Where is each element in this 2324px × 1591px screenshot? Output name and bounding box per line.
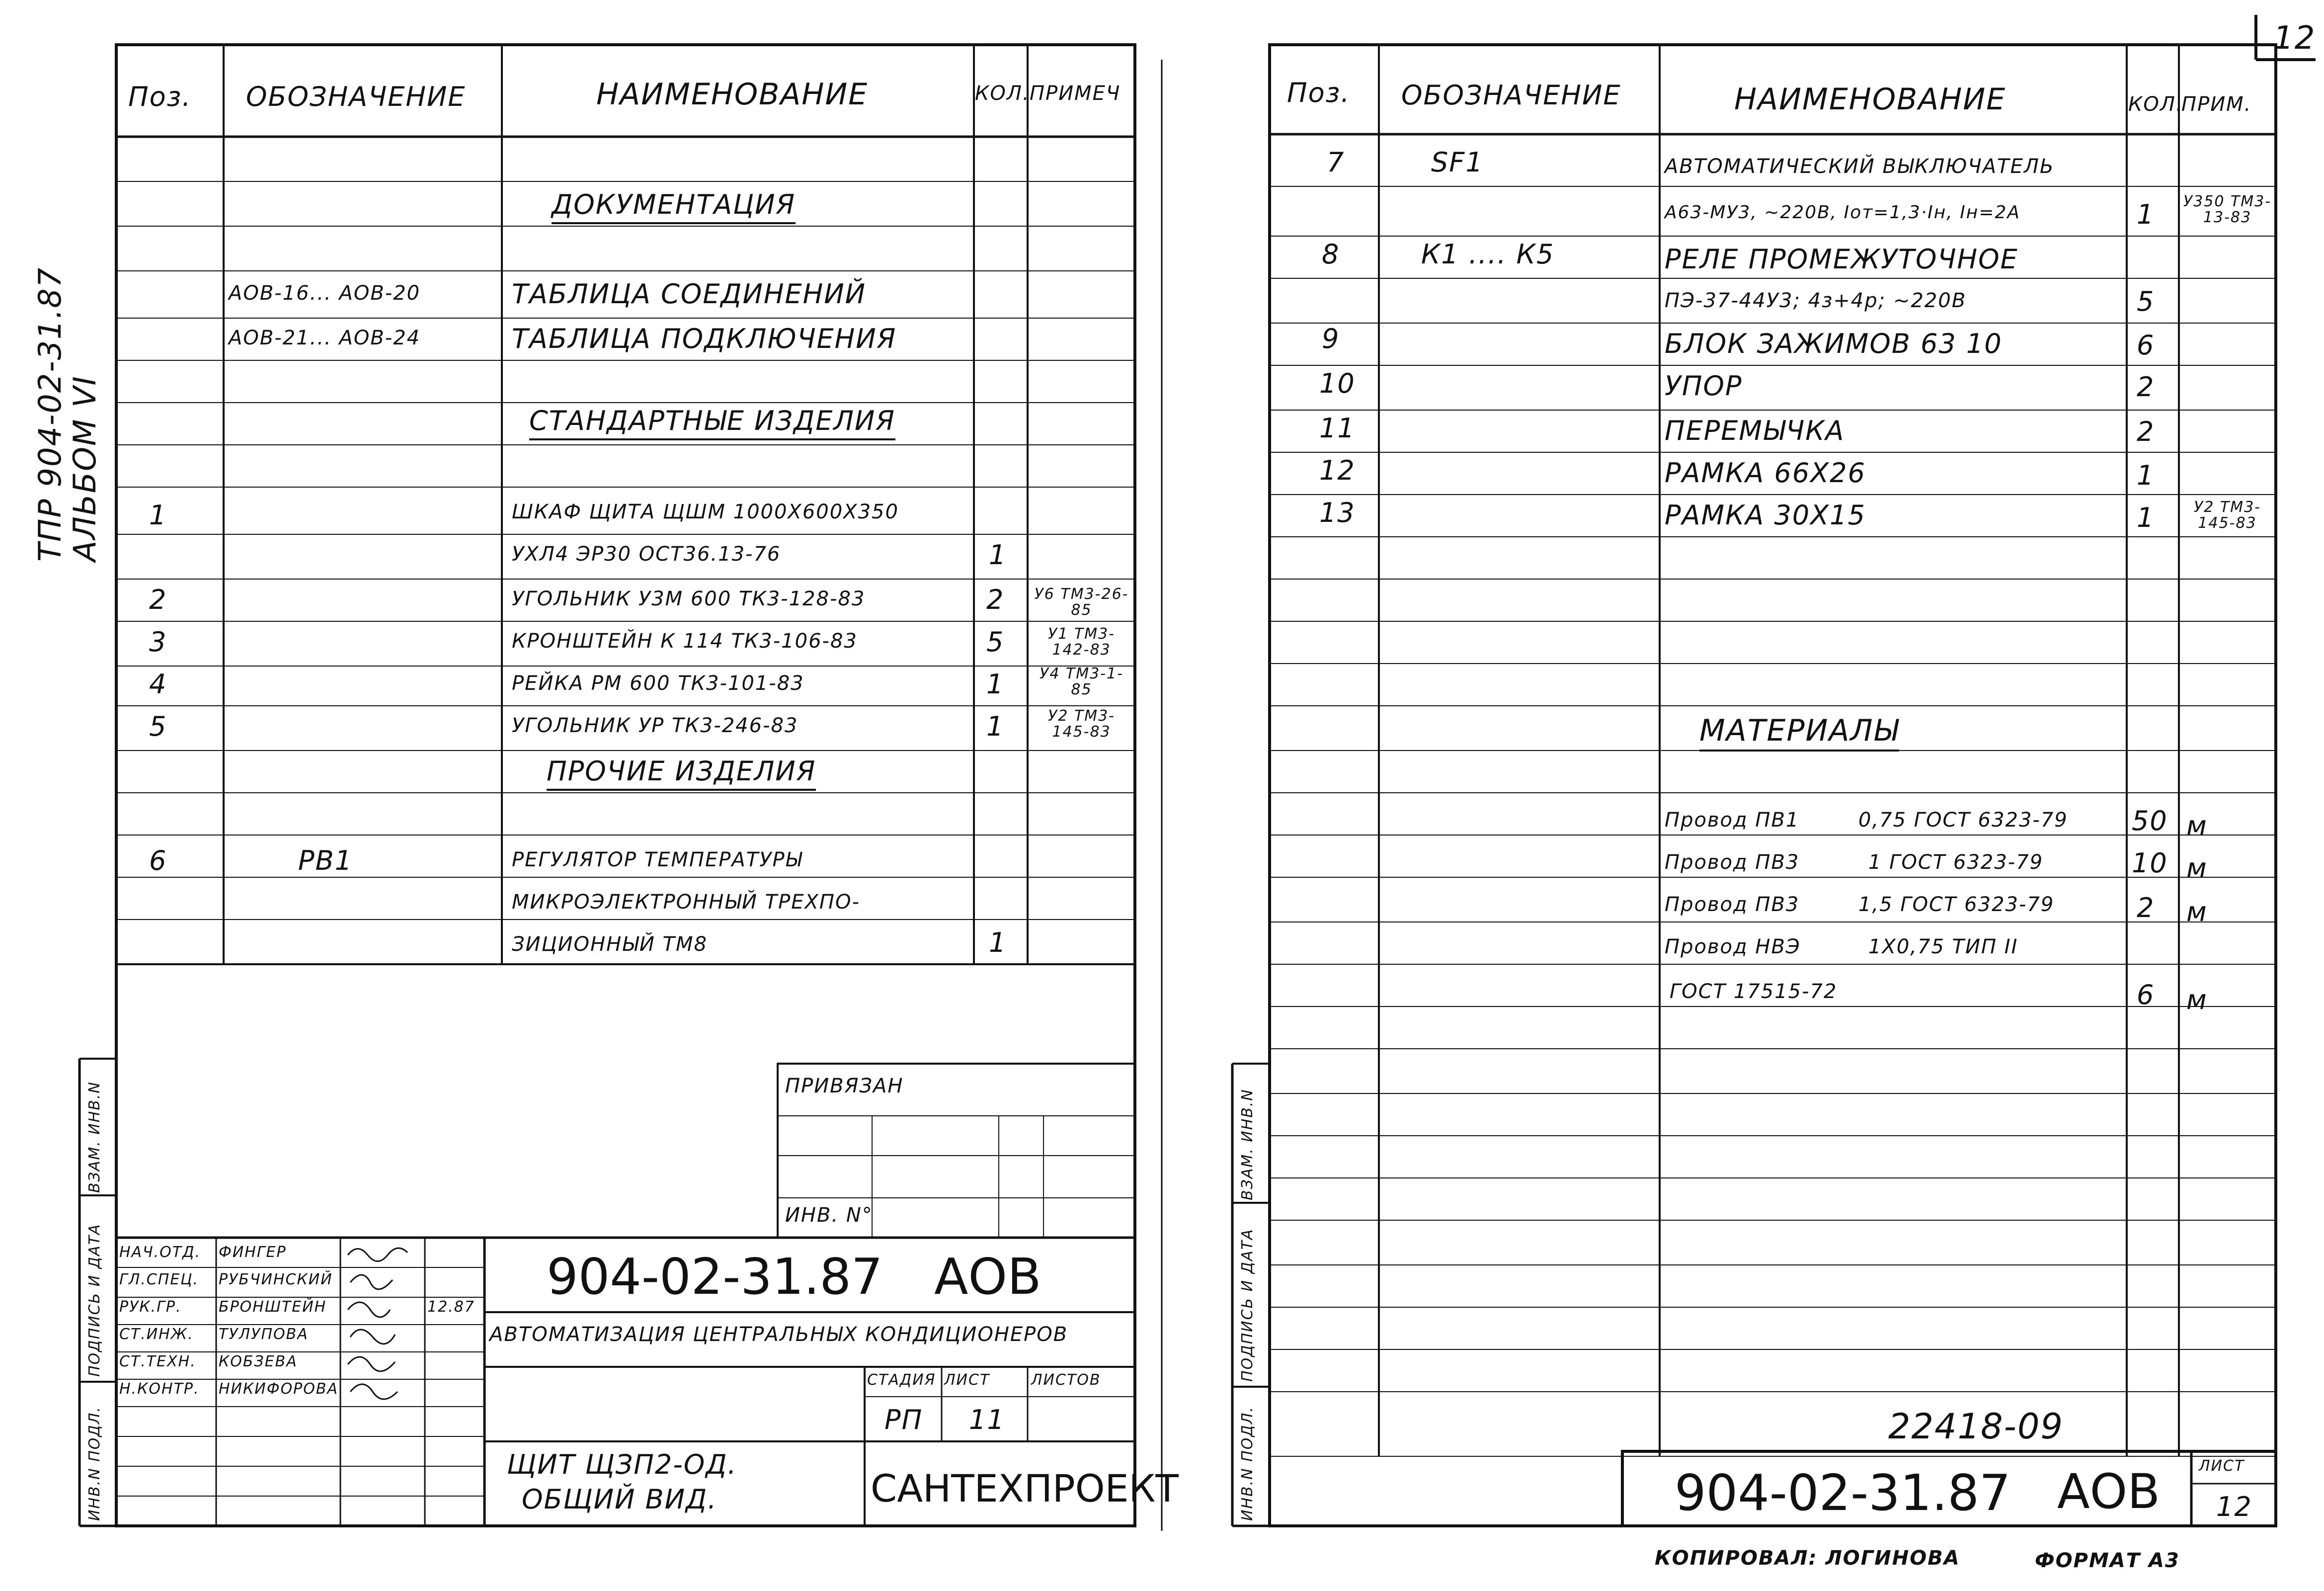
side-stamp-replace-inv: ВЗАМ. ИНВ.N [86, 1081, 103, 1193]
right-header-pos: Поз. [1287, 77, 1351, 108]
right-stamp-sheet-label: ЛИСТ [2199, 1457, 2245, 1475]
material-unit: м [2186, 810, 2208, 841]
sheet-value: 11 [969, 1404, 1005, 1435]
left-row-designation: АОВ-21... АОВ-24 [229, 327, 421, 349]
signer-role: РУК.ГР. [119, 1298, 182, 1316]
right-row-name: РЕЛЕ ПРОМЕЖУТОЧНОЕ [1665, 244, 2018, 275]
stage-label: СТАДИЯ [867, 1371, 936, 1389]
right-row-name: РАМКА 66Х26 [1665, 457, 1866, 489]
left-row-name: РЕГУЛЯТОР ТЕМПЕРАТУРЫ [512, 848, 803, 871]
right-row-designation: К1 .... К5 [1421, 239, 1555, 270]
right-row-name: ПЕРЕМЫЧКА [1665, 415, 1845, 446]
sheet-label: ЛИСТ [944, 1371, 990, 1389]
left-row-pos: 6 [149, 845, 167, 876]
right-row-note: У350 ТМ3-13-83 [2183, 193, 2272, 226]
right-row-name: А63-МУ3, ~220В, Iот=1,3·Iн, Iн=2А [1665, 202, 2021, 223]
side-stamp-signature-date: ПОДПИСЬ И ДАТА [86, 1223, 103, 1377]
left-row-name: РЕЙКА РМ 600 ТК3-101-83 [512, 672, 804, 695]
signer-name: ТУЛУПОВА [219, 1326, 309, 1343]
left-row-designation: РВ1 [298, 845, 353, 876]
copied-by: КОПИРОВАЛ: ЛОГИНОВА [1655, 1547, 1960, 1570]
left-row-qty: 5 [986, 626, 1005, 658]
right-stamp-code: 904-02-31.87 [1675, 1464, 2011, 1522]
left-row-pos: 1 [149, 500, 167, 531]
right-row-qty: 2 [2137, 416, 2155, 447]
right-row-pos: 12 [1319, 455, 1356, 486]
material-qty: 2 [2137, 892, 2155, 923]
material-unit: м [2186, 984, 2208, 1015]
right-row-name: ПЭ-37-44У3; 4з+4р; ~220В [1665, 289, 1967, 312]
material-spec: 1,5 ГОСТ 6323-79 [1858, 893, 2055, 916]
right-stamp-sheet: 12 [2216, 1491, 2252, 1522]
left-row-qty: 1 [986, 669, 1005, 700]
stamp-code: 904-02-31.87 [547, 1248, 883, 1306]
right-row-pos: 9 [1322, 323, 1340, 354]
left-row-name: УГОЛЬНИК У3М 600 ТК3-128-83 [512, 587, 866, 610]
material-name: Провод НВЭ [1665, 935, 1801, 958]
project-title: АВТОМАТИЗАЦИЯ ЦЕНТРАЛЬНЫХ КОНДИЦИОНЕРОВ [489, 1323, 1068, 1346]
right-header-designation: ОБОЗНАЧЕНИЕ [1401, 80, 1621, 111]
left-header-qty: КОЛ. [975, 82, 1030, 105]
signer-role: ГЛ.СПЕЦ. [119, 1271, 199, 1288]
signer-name: КОБЗЕВА [219, 1353, 298, 1370]
left-row-name: КРОНШТЕЙН К 114 ТК3-106-83 [512, 630, 858, 653]
left-row-pos: 5 [149, 711, 167, 742]
left-row-note: У1 ТМ3-142-83 [1047, 625, 1116, 659]
right-row-qty: 1 [2137, 460, 2155, 491]
material-qty: 6 [2137, 979, 2155, 1010]
section-other: ПРОЧИЕ ИЗДЕЛИЯ [547, 758, 816, 791]
right-row-qty: 2 [2137, 371, 2155, 403]
signer-name: НИКИФОРОВА [219, 1380, 338, 1398]
sheets-label: ЛИСТОВ [1031, 1371, 1101, 1389]
right-row-name: РАМКА 30Х15 [1665, 500, 1866, 531]
left-row-name: ЗИЦИОННЫЙ ТМ8 [512, 933, 708, 956]
side-stamp-original-inv: ИНВ.N ПОДЛ. [86, 1406, 103, 1521]
signer-role: СТ.ТЕХН. [119, 1353, 196, 1370]
doc-number: 22418-09 [1888, 1406, 2064, 1447]
right-row-pos: 10 [1319, 368, 1356, 399]
signer-role: НАЧ.ОТД. [119, 1244, 201, 1261]
organization: САНТЕХПРОЕКТ [871, 1466, 1179, 1510]
left-header-note: ПРИМЕЧ [1030, 82, 1121, 105]
right-header-qty: КОЛ. [2128, 93, 2183, 116]
material-unit: м [2186, 852, 2208, 884]
side-stamp-replace-inv: ВЗАМ. ИНВ.N [1239, 1089, 1256, 1200]
paper-format: ФОРМАТ А3 [2035, 1549, 2180, 1572]
right-row-name: УПОР [1665, 370, 1743, 402]
inv-no-label: ИНВ. N° [785, 1204, 873, 1227]
left-row-name: ТАБЛИЦА ПОДКЛЮЧЕНИЯ [512, 323, 897, 354]
right-row-pos: 11 [1319, 413, 1356, 444]
stamp-mark: АОВ [934, 1248, 1042, 1306]
left-row-note: У6 ТМ3-26-85 [1034, 586, 1129, 619]
left-row-pos: 2 [149, 584, 167, 615]
section-documentation: ДОКУМЕНТАЦИЯ [552, 191, 796, 224]
material-spec: 1Х0,75 ТИП II [1868, 935, 2018, 958]
album-label-line1: ТПР 904-02-31.87 [32, 266, 68, 562]
material-qty: 50 [2132, 805, 2168, 837]
left-row-name: МИКРОЭЛЕКТРОННЫЙ ТРЕХПО- [512, 891, 860, 914]
right-header-name: НАИМЕНОВАНИЕ [1734, 82, 2006, 117]
material-name: Провод ПВ3 [1665, 851, 1800, 874]
right-row-qty: 6 [2137, 330, 2155, 361]
left-row-name: УХЛ4 ЭР30 ОСТ36.13-76 [512, 543, 781, 566]
signatures [343, 1240, 425, 1404]
signer-role: СТ.ИНЖ. [119, 1326, 194, 1343]
left-row-qty: 1 [989, 539, 1007, 571]
signer-role: Н.КОНТР. [119, 1380, 200, 1398]
album-label-line2: АЛЬБОМ VI [67, 375, 103, 562]
side-stamp-signature-date: ПОДПИСЬ И ДАТА [1239, 1228, 1256, 1382]
left-header-name: НАИМЕНОВАНИЕ [596, 77, 869, 112]
right-row-name: АВТОМАТИЧЕСКИЙ ВЫКЛЮЧАТЕЛЬ [1665, 155, 2055, 178]
right-row-name: БЛОК ЗАЖИМОВ 63 10 [1665, 328, 2003, 359]
privyazan-label: ПРИВЯЗАН [785, 1075, 904, 1097]
signer-name: ФИНГЕР [219, 1244, 287, 1261]
right-row-qty: 5 [2137, 286, 2155, 317]
left-row-name: УГОЛЬНИК УР ТК3-246-83 [512, 714, 799, 737]
signer-name: БРОНШТЕЙН [219, 1298, 327, 1316]
left-row-designation: АОВ-16... АОВ-20 [229, 282, 421, 305]
right-row-designation: SF1 [1431, 147, 1484, 178]
right-row-qty: 1 [2137, 502, 2155, 533]
material-qty: 10 [2132, 847, 2168, 879]
left-row-qty: 2 [986, 584, 1005, 615]
stage-value: РП [884, 1404, 923, 1435]
left-row-note: У4 ТМ3-1-85 [1040, 665, 1123, 698]
left-row-pos: 3 [149, 626, 167, 658]
right-stamp-mark: АОВ [2057, 1464, 2161, 1519]
left-row-qty: 1 [986, 711, 1005, 742]
left-header-pos: Поз. [128, 81, 192, 112]
material-spec: 0,75 ГОСТ 6323-79 [1858, 809, 2068, 832]
left-row-note: У2 ТМ3-145-83 [1047, 707, 1116, 741]
signer-name: РУБЧИНСКИЙ [219, 1271, 333, 1288]
section-standard: СТАНДАРТНЫЕ ИЗДЕЛИЯ [529, 408, 895, 440]
left-row-name: ТАБЛИЦА СОЕДИНЕНИЙ [512, 278, 867, 310]
page-number: 12 [2273, 20, 2316, 57]
right-row-pos: 13 [1319, 497, 1356, 528]
drawing-name-line2: ОБЩИЙ ВИД. [522, 1484, 718, 1515]
material-name: ГОСТ 17515-72 [1670, 980, 1838, 1003]
drawing-name-line1: ЩИТ ЩЗП2-ОД. [507, 1449, 737, 1480]
stamp-date: 12.87 [427, 1298, 475, 1316]
left-row-name: ШКАФ ЩИТА ЩШМ 1000Х600Х350 [512, 501, 899, 523]
right-row-pos: 8 [1322, 239, 1340, 270]
right-row-qty: 1 [2137, 199, 2155, 230]
material-unit: м [2186, 896, 2208, 927]
side-stamp-original-inv: ИНВ.N ПОДЛ. [1239, 1406, 1256, 1521]
left-row-pos: 4 [149, 669, 167, 700]
right-header-note: ПРИМ. [2181, 93, 2252, 116]
left-row-qty: 1 [989, 927, 1007, 958]
material-spec: 1 ГОСТ 6323-79 [1868, 851, 2044, 874]
right-row-pos: 7 [1327, 147, 1345, 178]
right-row-note: У2 ТМ3-145-83 [2193, 499, 2261, 532]
material-name: Провод ПВ1 [1665, 809, 1800, 832]
materials-title: МАТЕРИАЛЫ [1699, 716, 1899, 752]
material-name: Провод ПВ3 [1665, 893, 1800, 916]
left-header-designation: ОБОЗНАЧЕНИЕ [246, 81, 466, 112]
